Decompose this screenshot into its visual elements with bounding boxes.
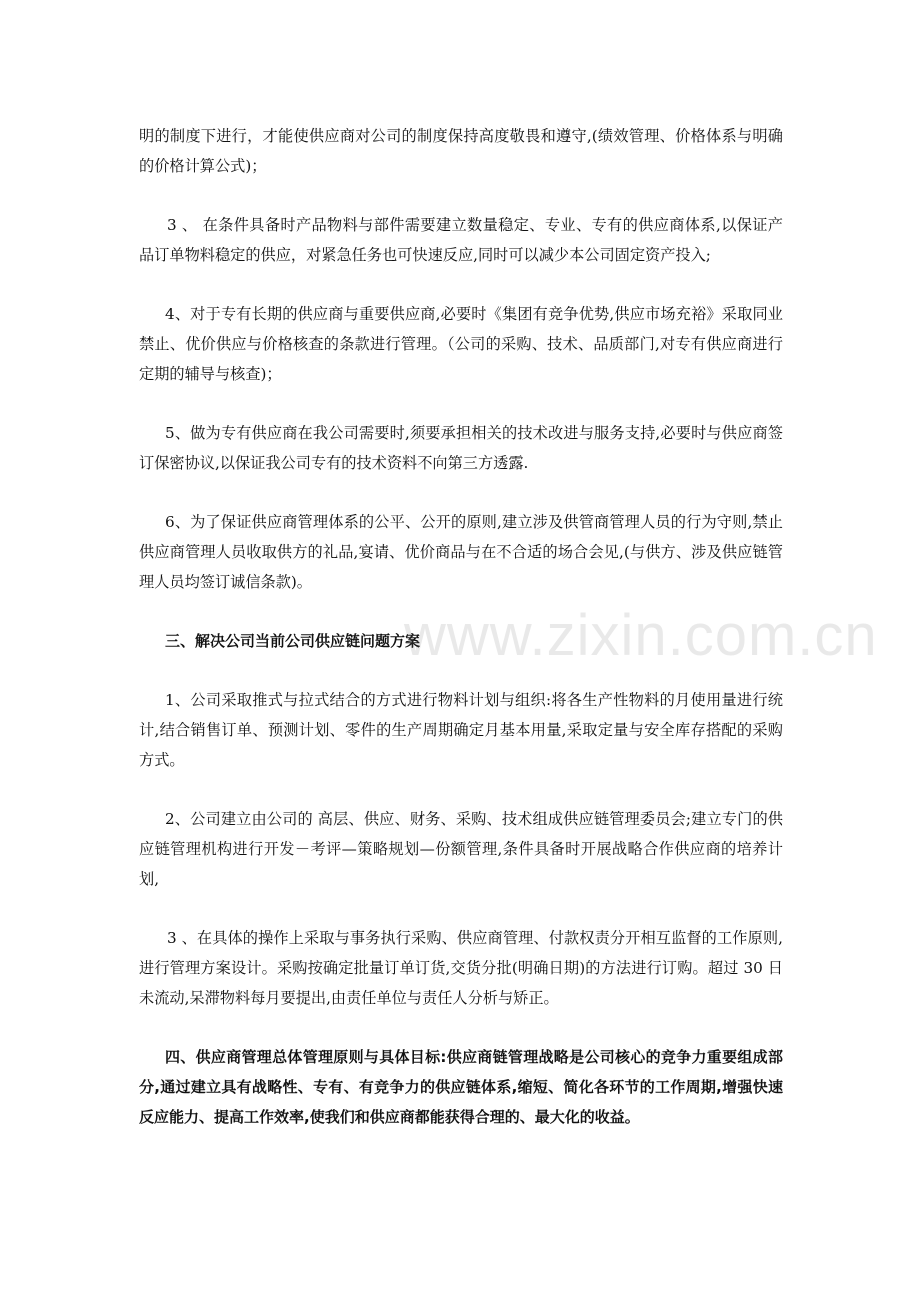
watermark-text: www.zixin.com.cn — [404, 603, 878, 668]
paragraph-item-3: 3 、 在条件具备时产品物料与部件需要建立数量稳定、专业、专有的供应商体系,以保证产品订单物料稳定的供应，对紧急任务也可快速反应,同时可以减少本公司固定资产投入; — [139, 216, 783, 264]
paragraph-item-4: 4、对于专有长期的供应商与重要供应商,必要时《集团有竞争优势,供应市场充裕》采取同业禁止、优价供应与价格核查的条款进行管理。（公司的采购、技术、品质部门,对专有供应商进行定期的辅导与核查)； — [139, 305, 783, 383]
paragraph-continuation: 明的制度下进行，才能使供应商对公司的制度保持高度敬畏和遵守,(绩效管理、价格体系与明确的价格计算公式)； — [139, 127, 783, 175]
paragraph-item-5: 5、做为专有供应商在我公司需要时,须要承担相关的技术改进与服务支持,必要时与供应商签订保密协议,以保证我公司专有的技术资料不向第三方透露. — [139, 424, 783, 472]
section-3-item-1: 1、公司采取推式与拉式结合的方式进行物料计划与组织:将各生产性物料的月使用量进行统计,结合销售订单、预测计划、零件的生产周期确定月基本用量,采取定量与安全库存搭配的采购方式。 — [139, 691, 783, 769]
document-body — [139, 121, 783, 1161]
section-3-item-2: 2、公司建立由公司的 高层、供应、财务、采购、技术组成供应链管理委员会;建立专门的供应链管理机构进行开发－考评—策略规划—份额管理,条件具备时开展战略合作供应商的培养计划, — [139, 810, 783, 888]
section-3-heading: 三、解决公司当前公司供应链问题方案 — [165, 632, 421, 650]
section-3-item-3: 3 、在具体的操作上采取与事务执行采购、供应商管理、付款权责分开相互监督的工作原则,进行管理方案设计。采购按确定批量订单订货,交货分批(明确日期)的方法进行订购。超过 30 日未流动,呆滞物料每月要提出,由责任单位与责任人分析与矫正。 — [139, 929, 783, 1007]
section-4-paragraph: 四、供应商管理总体管理原则与具体目标:供应商链管理战略是公司核心的竞争力重要组成部分,通过建立具有战略性、专有、有竞争力的供应链体系,缩短、简化各环节的工作周期,增强快速反应能力、提高工作效率,使我们和供应商都能获得合理的、最大化的收益。 — [139, 1048, 783, 1126]
paragraph-item-6: 6、为了保证供应商管理体系的公平、公开的原则,建立涉及供管商管理人员的行为守则,禁止供应商管理人员收取供方的礼品,宴请、优价商品与在不合适的场合会见,(与供方、涉及供应链管理人员均签订诚信条款)。 — [139, 513, 783, 591]
